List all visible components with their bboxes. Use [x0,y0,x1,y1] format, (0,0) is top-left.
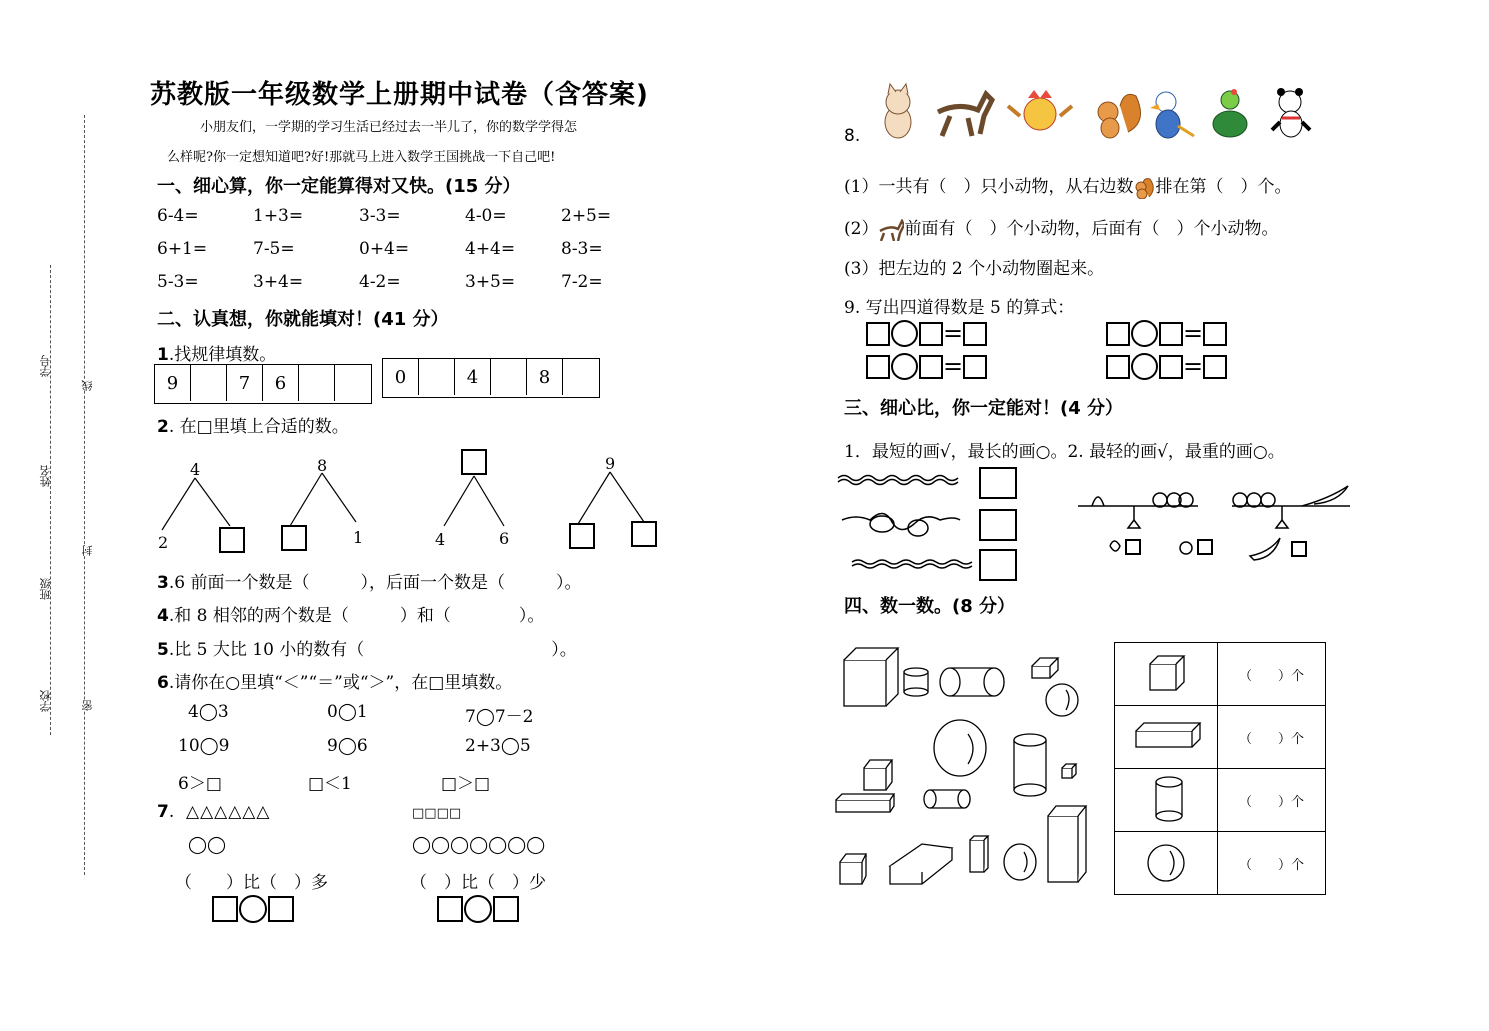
count-cell[interactable] [1218,769,1326,832]
rope-long [852,560,972,568]
seq-cell: 6 [263,365,299,401]
rope-coiled [842,513,960,536]
seq-cell[interactable] [419,359,455,395]
calc-item: 4-2= [359,272,401,292]
question-1 [157,340,276,365]
ropes-figure [836,466,1026,584]
squirrel-icon [1133,177,1155,199]
table-row [1115,769,1326,832]
cube-mini [1062,764,1076,778]
question-dot: . [854,126,861,146]
compare-item[interactable]: 0◯1 [327,702,368,722]
side-mi: 密 [81,700,94,711]
solids-figure [834,640,1094,890]
answer-box [980,550,1016,580]
sphere-large [934,720,986,776]
seq-cell[interactable] [335,365,371,401]
intro-line-2: 么样呢?你一定想知道吧?好!那就马上进入数学王国挑战一下自己吧! [167,150,556,165]
compare-item[interactable]: □＞□ [441,774,491,794]
section-3-instructions: 1．最短的画√，最长的画○。2. 最轻的画√，最重的画○。 [844,442,1285,462]
shape-cell [1115,832,1218,895]
question-5 [157,635,577,660]
compare-item[interactable]: 4◯3 [188,702,229,722]
seq-cell[interactable] [563,359,599,395]
tree-1-left: 2 [158,533,169,552]
cylinder-lying-small [924,790,970,808]
seq-cell[interactable] [191,365,227,401]
duck-icon [1150,92,1194,138]
calc-item: 8-3= [561,239,603,259]
calc-item: 7-2= [561,272,603,292]
table-row [1115,706,1326,769]
more-than-blank[interactable]: （ ）比（ ）多 [175,873,328,893]
side-xingming: 姓名 [39,465,52,487]
side-xian: 线 [81,380,94,391]
scale-left [1078,493,1212,554]
equation-template[interactable]: = [1106,318,1227,348]
tree-4-top: 9 [605,454,616,473]
cylinder-tall [1014,734,1046,796]
calc-item: 3+4= [253,272,304,292]
question-8-2 [844,214,1278,241]
cuboid-flat [836,794,894,812]
rope-short [838,476,958,485]
section-1-heading: 一、细心算，你一定能算得对又快。(15 分） [157,176,521,197]
count-cell[interactable] [1218,643,1326,706]
sphere-bottom [1004,844,1036,880]
shape-cell [1115,706,1218,769]
cylinder-lying [940,668,1004,696]
compare-item[interactable]: 6＞□ [178,774,222,794]
q8-1-text: (1）一共有（ ）只小动物，从右边数 [844,177,1134,197]
q8-2-text: 前面有（ ）个小动物，后面有（ ）个小动物。 [904,219,1279,239]
question-2 [157,412,349,437]
calc-item: 1+3= [253,206,304,226]
question-9: 9. 写出四道得数是 5 的算式： [844,298,1075,318]
question-4 [157,601,544,626]
calc-item: 4+4= [465,239,516,259]
cuboid-icon [1116,707,1216,763]
section-3-heading: 三、细心比，你一定能对！(4 分） [844,398,1124,419]
equation-template[interactable]: = [1106,351,1227,381]
tree-1-top: 4 [190,460,201,479]
cat-icon [885,84,911,138]
calc-item: 7-5= [253,239,295,259]
answer-box [980,468,1016,498]
seq-cell: 0 [383,359,419,395]
question-number: 7 [157,802,169,822]
cube-tiny [1032,658,1058,678]
question-dot: . [168,802,175,822]
cylinder-small [904,668,928,696]
question-number: 2 [157,417,169,437]
tree-1 [162,478,244,552]
cuboid-slab [890,844,952,884]
tree-3 [444,450,504,526]
section-2-heading: 二、认真想，你就能填对！(41 分） [157,309,449,330]
calc-item: 6-4= [157,206,199,226]
horse-icon [938,94,992,136]
seq-cell[interactable] [299,365,335,401]
cube-mid [864,760,892,790]
calc-item: 2+5= [561,206,612,226]
question-text: . 在□里填上合适的数。 [168,417,349,437]
circle-row-7: ◯◯◯◯◯◯◯ [412,835,546,855]
cuboid-thin [970,836,988,872]
side-feng: 封 [81,545,94,556]
table-row [1115,832,1326,895]
calc-item: 0+4= [359,239,410,259]
squirrel-icon [1098,94,1141,138]
question-text: .找规律填数。 [168,345,277,365]
calc-item: 4-0= [465,206,507,226]
calc-item: 6+1= [157,239,208,259]
calc-item: 5-3= [157,272,199,292]
question-text: .比 5 大比 10 小的数有（ ）。 [168,640,577,660]
tree-3-left: 4 [435,530,446,549]
cylinder-icon [1116,770,1216,826]
intro-line-1: 小朋友们，一学期的学习生活已经过去一半儿了，你的数学学得怎 [200,120,578,135]
question-number: 5 [157,640,169,660]
cuboid-tall [1048,806,1086,882]
tree-3-right: 6 [499,529,510,548]
cube-bottom [840,854,866,884]
question-8-3: (3）把左边的 2 个小动物圈起来。 [844,259,1105,279]
sequence-2 [382,358,600,398]
question-6 [157,668,512,693]
seq-cell: 8 [527,359,563,395]
less-than-blank[interactable]: （ ）比（ ）少 [410,873,546,893]
count-blank[interactable]: （ ）个 [1238,731,1304,747]
compare-item[interactable]: 7◯7－2 [465,707,534,727]
section-4-heading: 四、数一数。(8 分） [844,596,1016,617]
seq-cell: 9 [155,365,191,401]
page-title: 苏教版一年级数学上册期中试卷（含答案) [150,80,649,110]
animal-row [868,82,1318,144]
turtle-icon [1213,89,1247,137]
question-number: 4 [157,606,169,626]
compare-item[interactable]: 2+3◯5 [465,736,531,756]
side-xuexiao: 学校 [39,690,52,712]
count-table [1114,642,1326,895]
question-3 [157,568,581,593]
small-square-row: □□□□ [412,806,462,821]
cube-icon [1116,644,1216,700]
sphere-small [1046,684,1078,716]
count-blank[interactable]: （ ）个 [1238,857,1304,873]
tree-2-right: 1 [353,528,364,547]
question-8-1 [844,172,1291,199]
equation-template[interactable]: = [866,351,987,381]
table-row [1115,643,1326,706]
question-number: 8 [844,126,855,146]
question-text: .请你在○里填“＜”“＝”或“＞”，在□里填数。 [168,673,513,693]
tree-2-top: 8 [317,456,328,475]
calc-item: 3-3= [359,206,401,226]
panda-icon [1272,88,1310,137]
question-text: .和 8 相邻的两个数是（ ）和（ ）。 [168,606,545,626]
tree-2 [282,473,356,550]
compare-item[interactable]: □＜1 [308,774,352,794]
equation-template[interactable]: = [866,318,987,348]
count-blank[interactable]: （ ）个 [1238,668,1304,684]
calc-item: 3+5= [465,272,516,292]
side-xuehao: 学号 [39,355,52,377]
question-number: 6 [157,673,169,693]
count-cell[interactable] [1218,832,1326,895]
tree-4 [570,472,656,548]
rooster-icon [1008,90,1072,130]
binding-line [84,115,85,875]
seq-cell[interactable] [491,359,527,395]
count-cell[interactable] [1218,706,1326,769]
binding-line-outer [50,265,51,735]
seq-cell: 4 [455,359,491,395]
scale-right [1232,486,1350,560]
side-banji: 班级 [39,578,52,600]
question-number: 1 [157,345,169,365]
cube-large [844,648,898,706]
q8-1-text-end: 排在第（ ）个。 [1155,177,1292,197]
question-8-label [844,126,860,146]
shape-cell [1115,769,1218,832]
triangle-row: △△△△△△ [186,802,271,822]
horse-icon [878,219,904,241]
count-blank[interactable]: （ ）个 [1238,794,1304,810]
q8-2-prefix: (2） [844,219,879,239]
balance-figure [1070,480,1360,570]
circle-row-2: ◯◯ [188,835,227,855]
question-text: .6 前面一个数是（ ），后面一个数是（ ）。 [168,573,582,593]
question-7 [157,802,174,822]
equation-boxes-1[interactable] [212,895,294,923]
compare-item[interactable]: 9◯6 [327,736,368,756]
sequence-1 [154,364,372,404]
compare-item[interactable]: 10◯9 [178,736,230,756]
question-number: 3 [157,573,169,593]
seq-cell: 7 [227,365,263,401]
equation-boxes-2[interactable] [437,895,519,923]
sphere-icon [1116,833,1216,889]
answer-box [980,510,1016,540]
number-trees [150,448,670,558]
shape-cell [1115,643,1218,706]
